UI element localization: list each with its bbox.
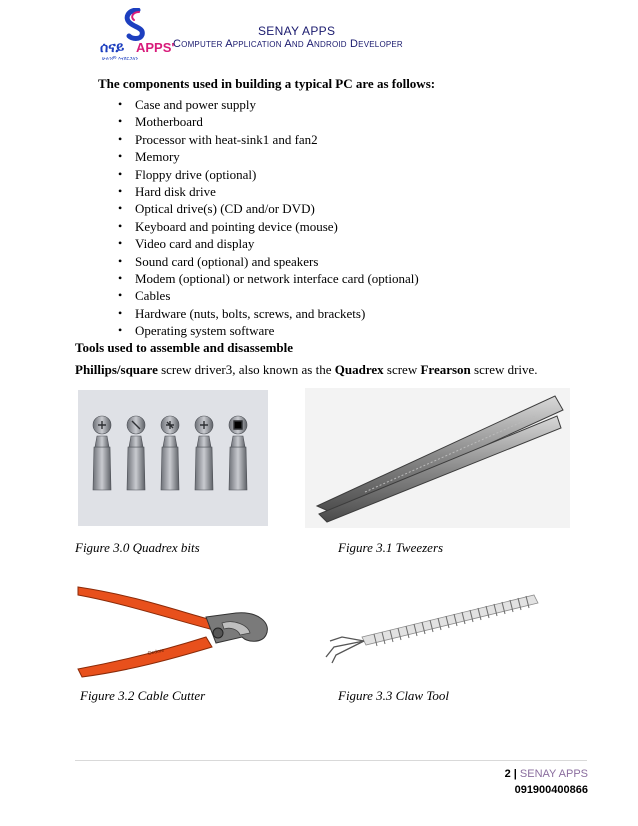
list-item: • Processor with heat-sink1 and fan2	[118, 131, 419, 148]
list-item: • Floppy drive (optional)	[118, 166, 419, 183]
figure-caption-cable-cutter: Figure 3.2 Cable Cutter	[80, 688, 206, 703]
component-list	[118, 96, 419, 339]
figure-caption-claw-tool: Figure 3.3 Claw Tool	[338, 688, 450, 703]
header-subtitle: Computer Application And Android Developer	[173, 38, 403, 50]
cable-cutter-image	[72, 583, 280, 681]
intro-text: The components used in building a typical PC are as follows:	[98, 76, 436, 91]
senay-apps-logo	[98, 8, 180, 62]
svg-text:ሁሉንም እናደርጋለን: ሁሉንም እናደርጋለን	[102, 56, 138, 62]
page-number: 2	[504, 768, 511, 780]
figure-caption-tweezers: Figure 3.1 Tweezers	[338, 540, 444, 555]
tools-heading: Tools used to assemble and disassemble	[75, 340, 294, 355]
footer-separator: |	[513, 768, 517, 780]
svg-text:APPS': APPS'	[136, 40, 175, 55]
page-footer	[505, 766, 588, 798]
tools-text: screw driver3, also known as the	[157, 362, 335, 377]
tools-text: screw drive.	[470, 362, 538, 377]
list-item: • Modem (optional) or network interface card (optional)	[118, 270, 419, 287]
list-item: • Motherboard	[118, 113, 419, 130]
list-item: • Hardware (nuts, bolts, screws, and brackets)	[118, 305, 419, 322]
quadrex-bits-image	[78, 390, 268, 526]
tools-term-quadrex: Quadrex	[334, 362, 384, 377]
tools-term-phillips: Phillips/square	[75, 362, 158, 377]
footer-phone: 091900400866	[514, 784, 588, 796]
list-item: • Optical drive(s) (CD and/or DVD)	[118, 200, 419, 217]
tools-text: screw	[383, 362, 421, 377]
tools-description	[75, 362, 538, 378]
tweezers-image	[305, 388, 570, 528]
tools-term-frearson: Frearson	[420, 362, 471, 377]
list-item: • Keyboard and pointing device (mouse)	[118, 218, 419, 235]
list-item: • Video card and display	[118, 235, 419, 252]
footer-divider	[75, 760, 587, 761]
list-item: • Case and power supply	[118, 96, 419, 113]
footer-app-name: SENAY APPS	[519, 768, 588, 780]
claw-tool-image	[322, 585, 550, 665]
list-item: • Sound card (optional) and speakers	[118, 253, 419, 270]
figure-caption-quadrex-bits: Figure 3.0 Quadrex bits	[75, 540, 200, 555]
list-item: • Memory	[118, 148, 419, 165]
list-item: • Cables	[118, 287, 419, 304]
list-item: • Operating system software	[118, 322, 419, 339]
cutter-brand-label: Gedore	[147, 647, 165, 657]
svg-text:ሰናይ: ሰናይ	[100, 40, 125, 56]
header-title: SENAY APPS	[258, 24, 336, 38]
list-item: • Hard disk drive	[118, 183, 419, 200]
